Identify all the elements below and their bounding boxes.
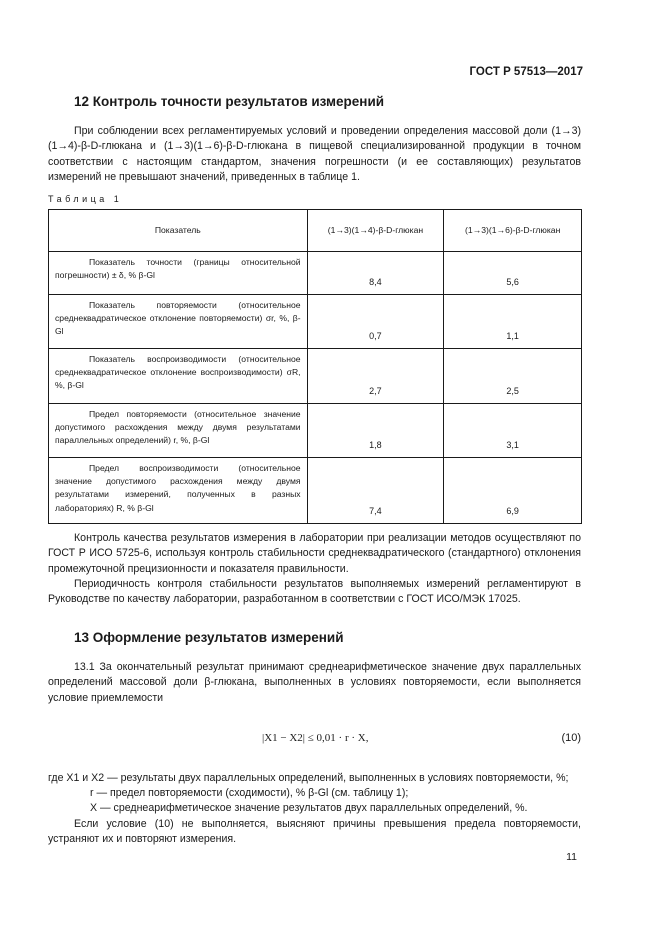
- row-label: Показатель точности (границы относительной погрешности) ± δ, % β-Gl: [49, 252, 308, 295]
- row-value-1: 0,7: [307, 295, 444, 349]
- table-row: [49, 252, 582, 295]
- row-value-2: 5,6: [444, 252, 582, 295]
- row-value-2: 6,9: [444, 458, 582, 524]
- section-12-heading: 12 Контроль точности результатов измерений: [74, 94, 385, 109]
- row-label: Предел воспроизводимости (относительное значение допустимого расхождения между двумя результатами измерений, полученных в разных лабораториях) R, % β-Gl: [49, 458, 308, 524]
- row-value-1: 7,4: [307, 458, 444, 524]
- table-row: [49, 349, 582, 404]
- table-row: [49, 458, 582, 524]
- non-compliance-paragraph: Если условие (10) не выполняется, выясняют причины превышения предела повторяемости, устраняют их и повторяют измерения.: [48, 818, 581, 846]
- table-header-row: [49, 210, 582, 252]
- page-number: 11: [566, 851, 577, 863]
- table-row: [49, 404, 582, 458]
- where-definition-mean: X — среднеарифметическое значение результатов двух параллельных определений, %.: [90, 802, 528, 814]
- header-glucan-1-6: (1→3)(1→6)-β-D-глюкан: [444, 210, 582, 252]
- where-definition-r: r — предел повторяемости (сходимости), % β-Gl (см. таблицу 1);: [90, 787, 409, 799]
- periodicity-paragraph: Периодичность контроля стабильности результатов выполняемых измерений регламентируют в Руководстве по качеству лаборатории, разработанном в соответствии с ГОСТ ИСО/МЭК 17025.: [48, 578, 581, 606]
- section-13-heading: 13 Оформление результатов измерений: [74, 630, 344, 645]
- section-13-1-paragraph: 13.1 За окончательный результат принимают среднеарифметическое значение двух параллельных определений массовой доли β-глюкана, выполненных в условиях повторяемости, если выполняется условие приемлемости: [48, 661, 581, 704]
- quality-control-paragraph: Контроль качества результатов измерения в лаборатории при реализации методов осуществляют по ГОСТ Р ИСО 5725-6, используя контроль стабильности среднеквадратического (стандартного) отклонения промежуточной прецизионности и показателя правильности.: [48, 532, 581, 575]
- row-label: Показатель воспроизводимости (относительное среднеквадратическое отклонение воспроизводимости) σR, %, β-Gl: [49, 349, 308, 404]
- row-value-1: 8,4: [307, 252, 444, 295]
- formula-10: |X1 − X2| ≤ 0,01 · r · X,: [262, 732, 369, 744]
- row-label: Показатель повторяемости (относительное среднеквадратическое отклонение повторяемости) σr, %, β-Gl: [49, 295, 308, 349]
- header-glucan-1-4: (1→3)(1→4)-β-D-глюкан: [307, 210, 444, 252]
- section-12-intro: При соблюдении всех регламентируемых условий и проведении определения массовой доли (1→3)(1→4)-β-D-глюкана и (1→3)(1→6)-β-D-глюкана в пищевой специализированной продукции в точном соответствии с настоящим стандартом, значения погрешности (и ее составляющих) результатов измерений не превышают значений, приведенных в таблице 1.: [48, 125, 581, 183]
- standard-number: ГОСТ Р 57513—2017: [469, 66, 583, 78]
- table-row: [49, 295, 582, 349]
- row-value-2: 2,5: [444, 349, 582, 404]
- header-indicator: Показатель: [49, 210, 308, 252]
- accuracy-table: [48, 209, 582, 524]
- row-value-1: 1,8: [307, 404, 444, 458]
- table-caption: Таблица 1: [48, 194, 123, 204]
- row-value-2: 3,1: [444, 404, 582, 458]
- row-value-1: 2,7: [307, 349, 444, 404]
- where-definitions-x: где X1 и X2 — результаты двух параллельных определений, выполненных в условиях повторяемости, %;: [48, 772, 569, 784]
- row-value-2: 1,1: [444, 295, 582, 349]
- equation-number: (10): [561, 732, 581, 744]
- row-label: Предел повторяемости (относительное значение допустимого расхождения между двумя результатами параллельных определений) r, %, β-Gl: [49, 404, 308, 458]
